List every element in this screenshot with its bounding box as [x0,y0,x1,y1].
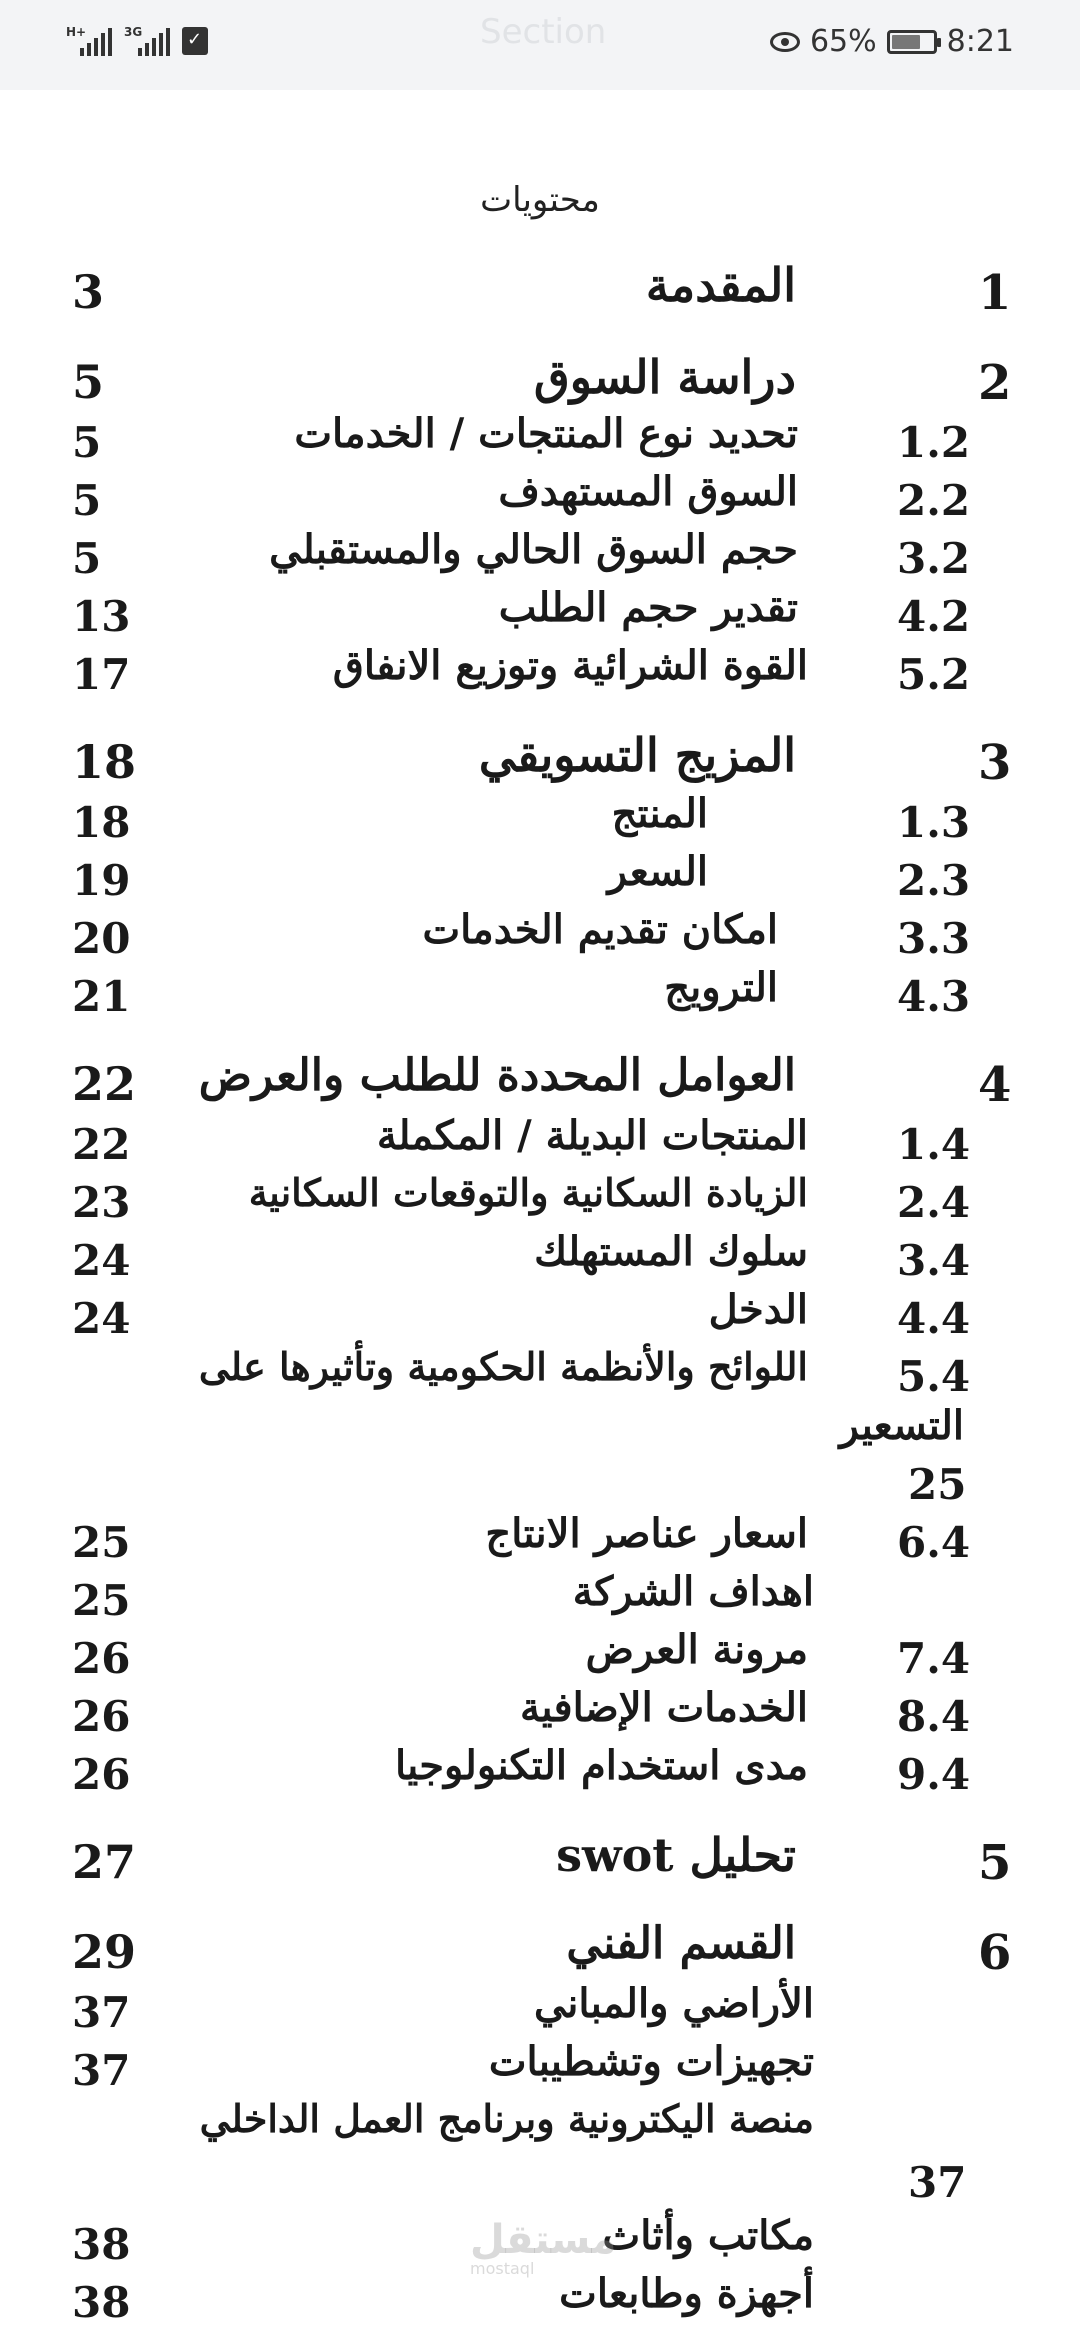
section-title: المقدمة [645,258,796,312]
clock: 8:21 [946,24,1014,59]
subsection-page: 21 [72,972,131,1021]
section-page: 5 [72,355,105,409]
section-page: 27 [72,1835,137,1889]
subsection-page: 23 [72,1178,131,1227]
subsection-title: المنتج [611,790,708,837]
section-number: 2 [978,355,1012,411]
watermark-text: مستقل [470,2217,617,2263]
subsection-title: منصة اليكترونية وبرنامج العمل الداخلي [199,2096,814,2141]
subsection-title: السوق المستهدف [498,468,798,515]
subsection-number: 3.2 [897,534,971,583]
subsection-number: 3.4 [897,1236,971,1285]
subsection-title: القوة الشرائية وتوزيع الانفاق [332,642,808,689]
network-type-label: 3G [124,25,143,39]
status-left [66,26,208,56]
subsection-page: 38 [72,2278,131,2327]
section-title: المزيج التسويقي [478,728,796,782]
document-title: محتويات [480,180,600,220]
section-number: 5 [978,1835,1012,1891]
subsection-page: 20 [72,914,131,963]
subsection-title: الترويج [664,964,778,1011]
subsection-title: حجم السوق الحالي والمستقبلي [269,526,798,573]
subsection-title: سلوك المستهلك [534,1228,808,1275]
watermark-subtext: mostaql [470,2259,535,2278]
subsection-title: تجهيزات وتشطيبات [488,2038,814,2085]
subsection-number: 4.3 [897,972,971,1021]
subsection-title: مدى استخدام التكنولوجيا [394,1742,808,1789]
subsection-title: السعر [607,848,708,895]
network-type-label: H+ [66,25,87,39]
subsection-page: 37 [908,2158,967,2207]
battery-percentage: 65% [809,24,877,59]
subsection-title: اسعار عناصر الانتاج [485,1510,808,1557]
section-page: 3 [72,265,105,319]
subsection-page: 37 [72,1988,131,2037]
subsection-title: مكاتب وأثاث [602,2212,814,2259]
subsection-title: أجهزة وطابعات [559,2270,814,2317]
subsection-number: 2.2 [897,476,971,525]
subsection-number: 5.4 [897,1352,971,1401]
section-number: 6 [978,1925,1012,1981]
subsection-number: 9.4 [897,1750,971,1799]
subsection-page: 19 [72,856,131,905]
subsection-title: الزيادة السكانية والتوقعات السكانية [248,1170,808,1215]
sim-check-icon [182,27,208,55]
subsection-page: 5 [72,534,102,583]
subsection-page: 24 [72,1236,131,1285]
section-page: 29 [72,1925,137,1979]
subsection-number: 2.3 [897,856,971,905]
status-right [770,24,1014,59]
subsection-title: اهداف الشركة [572,1568,814,1615]
section-number: 3 [978,735,1012,791]
subsection-number: 8.4 [897,1692,971,1741]
section-page: 18 [72,735,137,789]
subsection-page: 5 [72,418,102,467]
subsection-number: 7.4 [897,1634,971,1683]
subsection-title: مرونة العرض [585,1626,808,1673]
subsection-page: 17 [72,650,131,699]
subsection-number: 2.4 [897,1178,971,1227]
section-page: 22 [72,1057,137,1111]
subsection-title: الخدمات الإضافية [519,1684,808,1731]
subsection-page: 26 [72,1750,131,1799]
subsection-page: 22 [72,1120,131,1169]
subsection-page: 25 [908,1460,967,1509]
status-ghost-text: Section [480,12,607,52]
subsection-number: 1.2 [897,418,971,467]
subsection-page: 38 [72,2220,131,2269]
section-number: 1 [978,265,1012,321]
subsection-number: 1.3 [897,798,971,847]
subsection-number: 3.3 [897,914,971,963]
watermark-logo [470,2217,617,2278]
status-bar [0,0,1080,90]
section-number: 4 [978,1057,1012,1113]
section-title: دراسة السوق [534,350,796,404]
subsection-page: 5 [72,476,102,525]
eye-icon [770,32,800,52]
subsection-title: المنتجات البديلة / المكملة [376,1112,808,1159]
signal-icon [124,26,170,56]
section-title: تحليل swot [556,1828,796,1882]
signal-icon [66,26,112,56]
subsection-page: 26 [72,1634,131,1683]
subsection-page: 18 [72,798,131,847]
subsection-title: امكان تقديم الخدمات [422,906,778,953]
subsection-title: اللوائح والأنظمة الحكومية وتأثيرها على [198,1344,808,1389]
subsection-number: 6.4 [897,1518,971,1567]
subsection-title: الأراضي والمباني [533,1980,814,2027]
section-title: القسم الفني [566,1918,796,1969]
subsection-title: تقدير حجم الطلب [498,584,798,631]
subsection-number: 5.2 [897,650,971,699]
subsection-page: 37 [72,2046,131,2095]
subsection-page: 24 [72,1294,131,1343]
subsection-page: 26 [72,1692,131,1741]
subsection-number: 4.2 [897,592,971,641]
subsection-page: 25 [72,1518,131,1567]
subsection-number: 1.4 [897,1120,971,1169]
battery-icon [887,30,937,54]
subsection-title-continued: التسعير [839,1402,964,1449]
subsection-page: 25 [72,1576,131,1625]
subsection-title: الدخل [708,1286,808,1333]
subsection-number: 4.4 [897,1294,971,1343]
section-title: العوامل المحددة للطلب والعرض [198,1050,796,1101]
subsection-page: 13 [72,592,131,641]
subsection-title: تحديد نوع المنتجات / الخدمات [294,410,798,457]
